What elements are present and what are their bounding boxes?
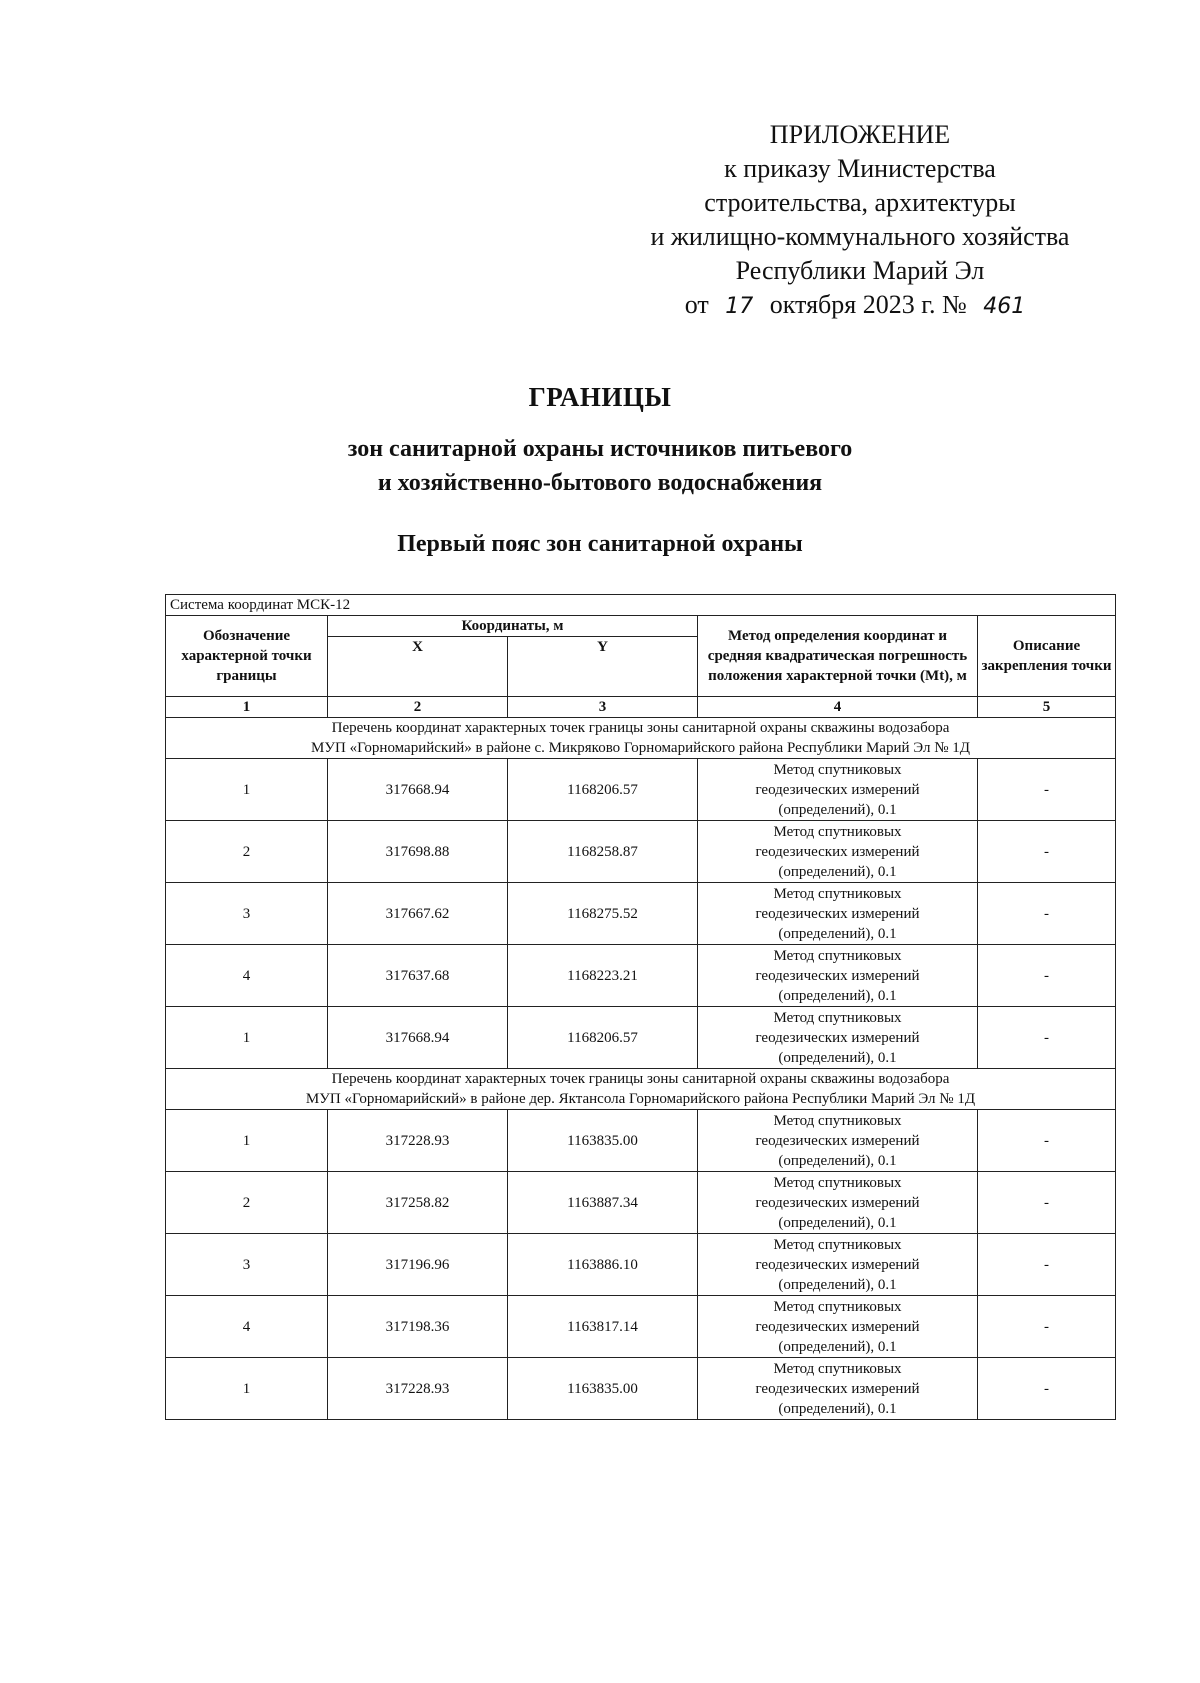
point-number-cell: 1	[166, 1007, 328, 1069]
method-line-1: Метод спутниковых	[773, 1174, 902, 1191]
method-line-1: Метод спутниковых	[773, 1360, 902, 1377]
section-header-row	[166, 718, 1116, 759]
column-number: 4	[698, 697, 978, 718]
appendix-line-4: Республики Марий Эл	[735, 256, 985, 285]
y-coordinate-cell: 1163887.34	[508, 1172, 698, 1234]
method-line-1: Метод спутниковых	[773, 947, 902, 964]
section-heading: Первый пояс зон санитарной охраны	[397, 531, 803, 557]
x-coordinate-cell: 317698.88	[328, 821, 508, 883]
x-coordinate-cell: 317228.93	[328, 1110, 508, 1172]
method-line-2: геодезических измерений	[755, 781, 920, 798]
section-header-row	[166, 1069, 1116, 1110]
handwritten-order-number: 461	[983, 294, 1026, 319]
table-body	[166, 718, 1116, 1420]
method-line-2: геодезических измерений	[755, 843, 920, 860]
table-row	[166, 1007, 1116, 1069]
method-line-2: геодезических измерений	[755, 1132, 920, 1149]
method-line-1: Метод спутниковых	[773, 823, 902, 840]
column-number: 3	[508, 697, 698, 718]
description-cell: -	[978, 1110, 1116, 1172]
y-coordinate-cell: 1163817.14	[508, 1296, 698, 1358]
method-line-3: (определений), 0.1	[778, 987, 897, 1004]
table-row	[166, 883, 1116, 945]
handwritten-day: 17	[725, 294, 754, 319]
point-number-cell: 2	[166, 821, 328, 883]
method-line-2: геодезических измерений	[755, 1318, 920, 1335]
y-coordinate-cell: 1168206.57	[508, 1007, 698, 1069]
method-line-1: Метод спутниковых	[773, 1009, 902, 1026]
description-cell: -	[978, 1358, 1116, 1420]
method-cell	[698, 1172, 978, 1234]
method-line-3: (определений), 0.1	[778, 1400, 897, 1417]
method-line-1: Метод спутниковых	[773, 1112, 902, 1129]
method-cell	[698, 821, 978, 883]
description-cell: -	[978, 759, 1116, 821]
table-row	[166, 1296, 1116, 1358]
table-row	[166, 1172, 1116, 1234]
y-coordinate-cell: 1168258.87	[508, 821, 698, 883]
description-cell: -	[978, 1007, 1116, 1069]
y-coordinate-cell: 1168275.52	[508, 883, 698, 945]
method-line-3: (определений), 0.1	[778, 1049, 897, 1066]
method-line-1: Метод спутниковых	[773, 1298, 902, 1315]
method-cell	[698, 1234, 978, 1296]
x-coordinate-cell: 317198.36	[328, 1296, 508, 1358]
column-number: 1	[166, 697, 328, 718]
method-line-3: (определений), 0.1	[778, 925, 897, 942]
date-prefix: от	[684, 290, 709, 319]
section-title-line-2: МУП «Горномарийский» в районе с. Микряково Горномарийского района Республики Марий Эл № 1Д	[311, 740, 970, 756]
point-number-cell: 4	[166, 1296, 328, 1358]
header-y: Y	[508, 637, 698, 697]
header-description: Описание закрепления точки	[978, 616, 1116, 697]
appendix-title: ПРИЛОЖЕНИЕ	[769, 120, 951, 149]
x-coordinate-cell: 317196.96	[328, 1234, 508, 1296]
point-number-cell: 2	[166, 1172, 328, 1234]
table-row	[166, 1234, 1116, 1296]
description-cell: -	[978, 1296, 1116, 1358]
x-coordinate-cell: 317668.94	[328, 1007, 508, 1069]
method-cell	[698, 759, 978, 821]
document-subtitle	[0, 432, 1200, 500]
appendix-line-1: к приказу Министерства	[724, 154, 996, 183]
method-line-2: геодезических измерений	[755, 967, 920, 984]
appendix-date	[560, 288, 1160, 324]
method-line-3: (определений), 0.1	[778, 801, 897, 818]
column-number: 2	[328, 697, 508, 718]
section-title-line-1: Перечень координат характерных точек границы зоны санитарной охраны скважины водозабора	[331, 1071, 950, 1087]
header-coords: Координаты, м	[328, 616, 698, 637]
method-line-1: Метод спутниковых	[773, 885, 902, 902]
method-line-3: (определений), 0.1	[778, 1338, 897, 1355]
point-number-cell: 4	[166, 945, 328, 1007]
method-line-2: геодезических измерений	[755, 905, 920, 922]
y-coordinate-cell: 1163886.10	[508, 1234, 698, 1296]
appendix-line-3: и жилищно-коммунального хозяйства	[650, 222, 1070, 251]
section-title	[166, 1069, 1116, 1110]
y-coordinate-cell: 1168223.21	[508, 945, 698, 1007]
method-line-1: Метод спутниковых	[773, 1236, 902, 1253]
method-cell	[698, 1358, 978, 1420]
header-method: Метод определения координат и средняя квадратическая погрешность положения характерной точки (Mt), м	[698, 616, 978, 697]
x-coordinate-cell: 317228.93	[328, 1358, 508, 1420]
method-cell	[698, 1110, 978, 1172]
method-cell	[698, 883, 978, 945]
y-coordinate-cell: 1163835.00	[508, 1110, 698, 1172]
point-number-cell: 3	[166, 883, 328, 945]
x-coordinate-cell: 317668.94	[328, 759, 508, 821]
method-line-2: геодезических измерений	[755, 1256, 920, 1273]
method-line-2: геодезических измерений	[755, 1380, 920, 1397]
method-line-3: (определений), 0.1	[778, 1276, 897, 1293]
subtitle-line-2: и хозяйственно-бытового водоснабжения	[377, 470, 823, 496]
appendix-line-2: строительства, архитектуры	[704, 188, 1016, 217]
point-number-cell: 1	[166, 1110, 328, 1172]
table-row	[166, 1358, 1116, 1420]
x-coordinate-cell: 317637.68	[328, 945, 508, 1007]
section-title	[166, 718, 1116, 759]
method-line-2: геодезических измерений	[755, 1194, 920, 1211]
method-line-3: (определений), 0.1	[778, 1152, 897, 1169]
header-point: Обозначение характерной точки границы	[166, 616, 328, 697]
point-number-cell: 1	[166, 759, 328, 821]
method-cell	[698, 1296, 978, 1358]
y-coordinate-cell: 1163835.00	[508, 1358, 698, 1420]
description-cell: -	[978, 821, 1116, 883]
y-coordinate-cell: 1168206.57	[508, 759, 698, 821]
section-title-line-1: Перечень координат характерных точек границы зоны санитарной охраны скважины водозабора	[331, 720, 950, 736]
table-row	[166, 759, 1116, 821]
x-coordinate-cell: 317667.62	[328, 883, 508, 945]
method-cell	[698, 1007, 978, 1069]
description-cell: -	[978, 1172, 1116, 1234]
point-number-cell: 3	[166, 1234, 328, 1296]
description-cell: -	[978, 1234, 1116, 1296]
method-line-1: Метод спутниковых	[773, 761, 902, 778]
method-line-3: (определений), 0.1	[778, 863, 897, 880]
method-cell	[698, 945, 978, 1007]
column-number: 5	[978, 697, 1116, 718]
document-title: ГРАНИЦЫ	[528, 382, 672, 412]
method-line-3: (определений), 0.1	[778, 1214, 897, 1231]
table-row	[166, 1110, 1116, 1172]
coordinates-table	[165, 594, 1116, 1420]
table-row	[166, 821, 1116, 883]
header-x: X	[328, 637, 508, 697]
point-number-cell: 1	[166, 1358, 328, 1420]
method-line-2: геодезических измерений	[755, 1029, 920, 1046]
table-row	[166, 945, 1116, 1007]
date-rest: октября 2023 г. №	[769, 290, 967, 319]
subtitle-line-1: зон санитарной охраны источников питьевого	[347, 436, 853, 462]
description-cell: -	[978, 883, 1116, 945]
coord-system-label: Система координат МСК-12	[166, 595, 1116, 616]
x-coordinate-cell: 317258.82	[328, 1172, 508, 1234]
description-cell: -	[978, 945, 1116, 1007]
appendix-header	[560, 118, 1160, 324]
section-title-line-2: МУП «Горномарийский» в районе дер. Яктансола Горномарийского района Республики Марий Эл № 1Д	[305, 1091, 976, 1107]
